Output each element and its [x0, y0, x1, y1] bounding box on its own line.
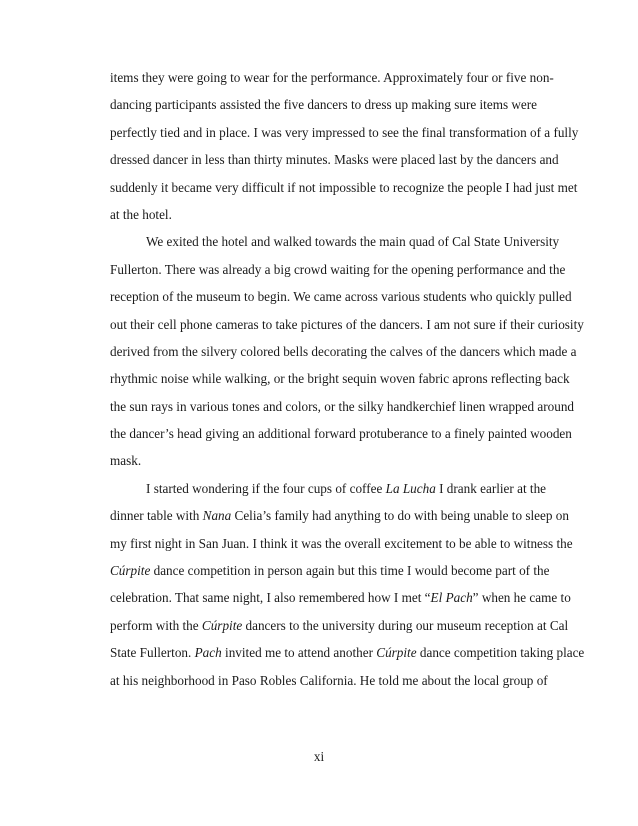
- text-segment: my first night in San Juan. I think it was the overall excitement to be able to witness the: [110, 535, 573, 551]
- text-segment: the sun rays in various tones and colors, or the silky handkerchief linen wrapped around: [110, 398, 575, 414]
- italic-text: Nana: [202, 508, 232, 524]
- text-line: [110, 201, 540, 228]
- text-segment: out their cell phone cameras to take pictures of the dancers. I am not sure if their curiosity: [110, 316, 584, 332]
- text-segment: dressed dancer in less than thirty minutes. Masks were placed last by the dancers and: [110, 152, 559, 168]
- text-line: [110, 311, 584, 338]
- paragraph: [110, 475, 585, 694]
- text-segment: State Fullerton.: [110, 645, 195, 661]
- text-segment: derived from the silvery colored bells decorating the calves of the dancers which made a: [110, 343, 577, 359]
- text-segment: items they were going to wear for the performance. Approximately four or five non-: [110, 70, 554, 85]
- text-segment: perform with the: [110, 617, 202, 633]
- text-line: [110, 338, 577, 365]
- text-line: [110, 64, 554, 91]
- text-segment: Fullerton. There was already a big crowd waiting for the opening performance and the: [110, 261, 566, 277]
- text-segment: invited me to attend another: [221, 645, 377, 661]
- text-segment: perfectly tied and in place. I was very impressed to see the final transformation of a fully: [110, 124, 579, 140]
- italic-text: Cúrpite: [201, 617, 243, 633]
- italic-text: El Pach: [430, 590, 473, 606]
- text-line: [110, 174, 578, 201]
- text-line: [110, 502, 569, 529]
- text-line: [110, 228, 560, 255]
- text-line: [110, 612, 569, 639]
- text-segment: I drank earlier at the: [435, 480, 547, 496]
- text-line: [110, 365, 570, 392]
- text-segment: at his neighborhood in Paso Robles California. He told me about the local group of: [110, 672, 548, 688]
- text-segment: at the hotel.: [110, 206, 172, 222]
- text-line: [110, 447, 540, 474]
- text-segment: I started wondering if the four cups of coffee: [146, 480, 386, 496]
- text-segment: dance competition in person again but this time I would become part of the: [150, 563, 550, 579]
- text-line: [110, 119, 579, 146]
- text-segment: mask.: [110, 453, 142, 469]
- text-line: [110, 667, 548, 694]
- italic-text: Pach: [194, 645, 222, 661]
- text-line: [110, 91, 540, 118]
- text-segment: We exited the hotel and walked towards the main quad of Cal State University: [146, 234, 560, 250]
- text-line: [110, 639, 585, 666]
- text-line: [110, 256, 566, 283]
- text-line: [110, 584, 571, 611]
- text-segment: dancing participants assisted the five dancers to dress up making sure items were: [110, 97, 538, 113]
- paragraph: [110, 64, 579, 228]
- italic-text: La Lucha: [385, 480, 436, 496]
- text-segment: the dancer’s head giving an additional forward protuberance to a finely painted wooden: [110, 426, 572, 442]
- text-segment: celebration. That same night, I also remembered how I met “: [110, 590, 431, 606]
- text-segment: dance competition taking place: [416, 645, 585, 661]
- body-text: [110, 64, 585, 694]
- text-line: [110, 283, 572, 310]
- text-segment: suddenly it became very difficult if not impossible to recognize the people I had just met: [110, 179, 578, 195]
- italic-text: Cúrpite: [110, 563, 151, 579]
- text-segment: dinner table with: [110, 508, 203, 524]
- text-line: [110, 475, 547, 502]
- text-line: [110, 557, 550, 584]
- text-segment: Celia’s family had anything to do with being unable to sleep on: [231, 508, 569, 524]
- text-segment: dancers to the university during our museum reception at Cal: [242, 617, 569, 633]
- text-line: [110, 420, 572, 447]
- text-segment: rhythmic noise while walking, or the bright sequin woven fabric aprons reflecting back: [110, 371, 570, 387]
- text-line: [110, 530, 573, 557]
- italic-text: Cúrpite: [376, 645, 417, 661]
- paragraph: [110, 228, 584, 475]
- text-line: [110, 146, 559, 173]
- text-segment: ” when he came to: [472, 590, 571, 606]
- page-number: xi: [313, 749, 325, 764]
- text-segment: reception of the museum to begin. We came across various students who quickly pulled: [110, 289, 572, 305]
- text-line: [110, 393, 575, 420]
